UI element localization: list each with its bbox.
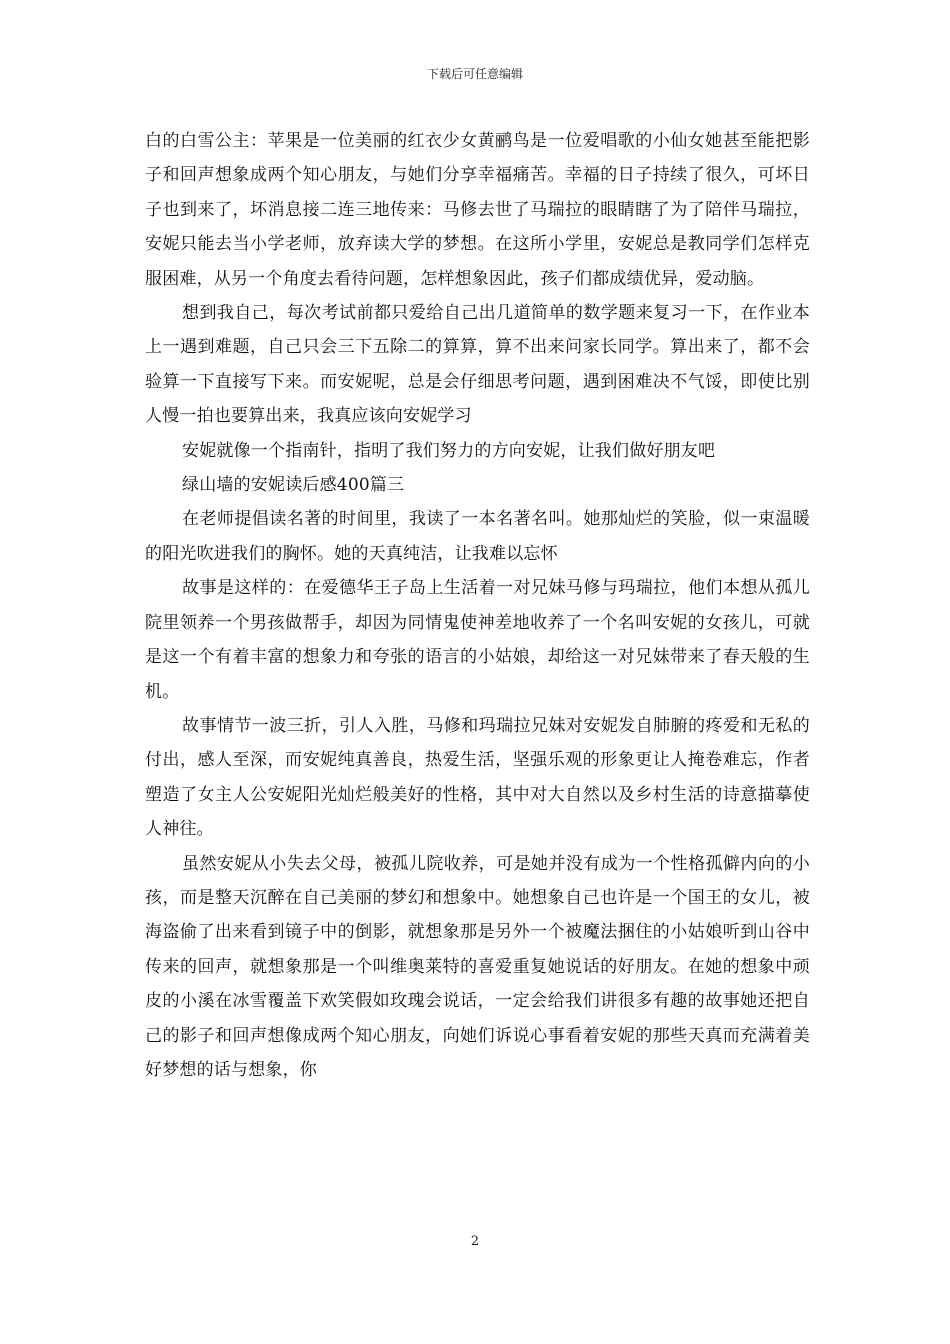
document-body xyxy=(145,124,810,1087)
paragraph-7: 故事情节一波三折，引人入胜，马修和玛瑞拉兄妹对安妮发自肺腑的疼爱和无私的付出，感人至深，而安妮纯真善良，热爱生活，坚强乐观的形象更让人掩卷难忘，作者塑造了女主人公安妮阳光灿烂般美好的性格，其中对大自然以及乡村生活的诗意描摹使人神往。 xyxy=(145,715,810,840)
section-title: 绿山墙的安妮读后感400篇三 xyxy=(182,475,405,496)
paragraph-2: 想到我自己，每次考试前都只爱给自己出几道简单的数学题来复习一下，在作业本上一遇到难题，自己只会三下五除二的算算，算不出来问家长同学。算出来了，都不会验算一下直接写下来。而安妮呢，总是会仔细思考问题，遇到困难决不气馁，即使比别人慢一拍也要算出来，我真应该向安妮学习 xyxy=(145,303,810,427)
page-number: 2 xyxy=(470,1234,480,1249)
paragraph-5: 在老师提倡读名著的时间里，我读了一本名著名叫。她那灿烂的笑脸，似一束温暖的阳光吹进我们的胸怀。她的天真纯洁，让我难以忘怀 xyxy=(145,509,810,564)
page-header: 下载后可任意编辑 xyxy=(426,67,523,81)
paragraph-1: 白的白雪公主：苹果是一位美丽的红衣少女黄鹂鸟是一位爱唱歌的小仙女她甚至能把影子和回声想象成两个知心朋友，与她们分享幸福痛苦。幸福的日子持续了很久，可坏日子也到来了，坏消息接二连三地传来：马修去世了马瑞拉的眼睛瞎了为了陪伴马瑞拉，安妮只能去当小学老师，放弃读大学的梦想。在这所小学里，安妮总是教同学们怎样克服困难，从另一个角度去看待问题，怎样想象因此，孩子们都成绩优异，爱动脑。 xyxy=(145,131,810,289)
paragraph-3: 安妮就像一个指南针，指明了我们努力的方向安妮，让我们做好朋友吧 xyxy=(182,440,716,461)
paragraph-6: 故事是这样的：在爱德华王子岛上生活着一对兄妹马修与玛瑞拉，他们本想从孤儿院里领养一个男孩做帮手，却因为同情鬼使神差地收养了一个名叫安妮的女孩儿，可就是这一个有着丰富的想象力和夸张的语言的小姑娘，却给这一对兄妹带来了春天般的生机。 xyxy=(145,578,810,702)
paragraph-8: 虽然安妮从小失去父母，被孤儿院收养，可是她并没有成为一个性格孤僻内向的小孩，而是整天沉醉在自己美丽的梦幻和想象中。她想象自己也许是一个国王的女儿，被海盗偷了出来看到镜子中的倒影，就想象那是另外一个被魔法捆住的小姑娘听到山谷中传来的回声，就想象那是一个叫维奥莱特的喜爱重复她说话的好朋友。在她的想象中顽皮的小溪在冰雪覆盖下欢笑假如玫瑰会说话，一定会给我们讲很多有趣的故事她还把自己的影子和回声想像成两个知心朋友，向她们诉说心事看着安妮的那些天真而充满着美好梦想的话与想象，你 xyxy=(145,853,810,1080)
